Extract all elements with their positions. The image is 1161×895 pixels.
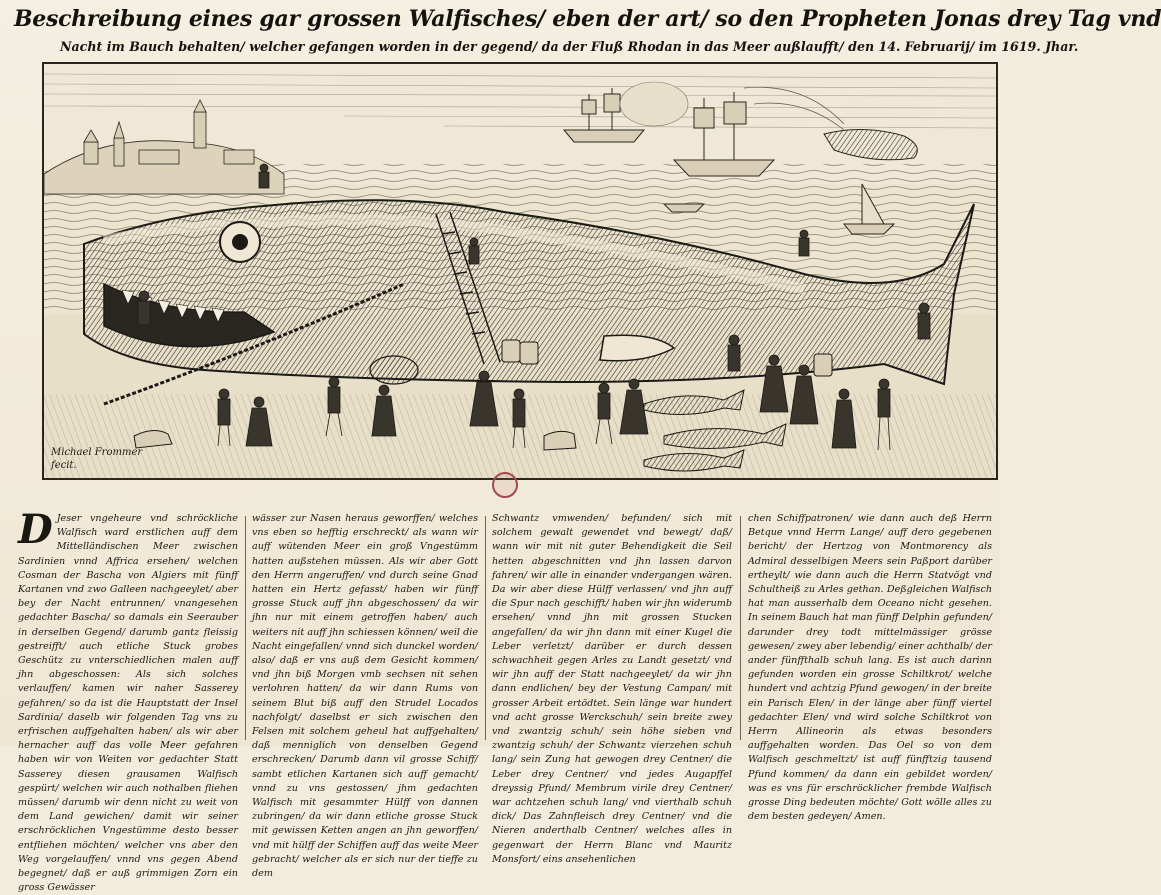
- signature-name: Michael Frommer: [51, 447, 143, 458]
- description-text: [18, 506, 992, 894]
- text-column-2: wässer zur Nasen heraus geworffen/ welches vns eben so hefftig erschreckt/ als wann wir auff wütenden Meer ein groß Vngestümm hatten außstehen müssen. Als wir aber Gott den Herrn angeruffen/ vnd durch seine Gnad hatten ein Hertz gefasst/ haben wir fünff grosse Stuck auff jhn abgeschossen/ da wir jhn nur mit einem getroffen haben/ auch weiters nit auff jhn schiessen können/ weil die Nacht eingefallen/ vnnd sich dunckel worden/ also/ daß er vns auß dem Gesicht kommen/ vnd jhn biß Morgen vmb sechsen nit sehen verlohren hatten/ da wir dann Rums von seinem Blut biß auff den Strudel Locados nachfolgt/ daselbst er sich zwischen den Felsen mit solchem geheul hat auffgehalten/ daß menniglich von denselben Gegend erschrecken/ Darumb dann vil grosse Schiff/ sambt etlichen Kartanen sich auff gemacht/ vnnd zu vns gestossen/ jhm gedachten Walfisch mit gesammter Hülff von dannen zubringen/ da wir dann etliche grosse Stuck mit gewissen Ketten angen an jhn geworffen/ vnd mit hülff der Schiffen auff das weite Meer gebracht/ welcher als er sich nur der tieffe zu dem: [252, 513, 478, 880]
- engraving-plate: [42, 62, 998, 480]
- text-column-4: chen Schiffpatronen/ wie dann auch deß Herrn Betque vnnd Herrn Lange/ auff dero gegebenen bericht/ der Hertzog von Montmorency als Admiral desselbigen Meers sein Paßport darüber ertheylt/ wie dann auch die Herrn Statvögt vnd Schultheiß zu Arles gethan. Deßgleichen Walfisch hat man ausserhalb dem Oceano nicht gesehen. In seinem Bauch hat man fünff Delphin gefunden/ darunder drey todt mittelmässiger grösse gewesen/ zwey aber lebendig/ einer achthalb/ der ander fünffthalb schuh lang. Es ist auch darinn gefunden worden ein grosse Schiltkrot/ welche hundert vnd achtzig Pfund gewogen/ in der breite ein Parisch Elen/ in der länge aber fünff viertel gedachter Elen/ vnd wird solche Schiltkrot von Herrn Allineorin als etwas besonders auffgehalten worden. Das Oel so von dem Walfisch geschmeltzt/ ist auff fünfftzig tausend Pfund kommen/ da dann ein gebildet worden/ was es vns für erschröcklicher frembde Walfisch grosse Ding bedeuten möchte/ Gott wölle alles zu dem besten gedeyen/ Amen.: [748, 513, 992, 823]
- library-stamp: [492, 472, 518, 498]
- signature-fecit: fecit.: [51, 460, 77, 471]
- drop-cap-initial: D: [18, 506, 53, 553]
- title-line-1: Beschreibung eines gar grossen Walfisches/ eben der art/ so den Propheten Jonas drey Tag vnd: [14, 6, 1161, 32]
- turtle: [370, 356, 418, 384]
- whale-engraving: [44, 64, 996, 478]
- column-divider: [740, 516, 741, 740]
- column-divider: [245, 516, 246, 740]
- title-line-2: Nacht im Bauch behalten/ welcher gefangen worden in der gegend/ da der Fluß Rhodan in das Meer außlaufft/ den 14. Februarij/ im 1619. Jhar.: [60, 39, 1079, 54]
- text-column-1: [18, 506, 238, 894]
- column-divider: [485, 516, 486, 740]
- text-column-1-body: Jeser vngeheure vnd schröckliche Walfisch ward erstlichen auff dem Mittelländischen Meer zwischen Sardinien vnnd Affrica ersehen/ welchen Cosman der Bascha von Algiers mit fünff Kartanen vnd zwo Galleen nachgeeylet/ aber bey der Nacht entrunnen/ vnangesehen gedachter Bascha/ so damals ein Seerauber in derselben Gegend/ darumb gantz fleissig gestreifft/ auch etliche Stuck grobes Geschütz zu vnterschiedlichen malen auff jhn abgeschossen: Als sich solches verlauffen/ kamen wir naher Sasserey gefahren/ so da ist die Hauptstatt der Insel Sardinia/ daselb wir folgenden Tag vns zu erfrischen auffgehalten haben/ als wir aber hernacher auff das volle Meer gefahren haben wir von Weiten vor gedachter Statt Sasserey diesen grausamen Walfisch gespürt/ welchen wir auch nothalben fliehen müssen/ darumb wir denn nicht zu weit von dem Land gewichen/ damit wir seiner erschröcklichen Vngestümme desto besser entfliehen möchten/ welcher vns aber den Weg vorgelauffen/ vnnd vns gegen Abend begegnet/ daß er auß grimmigen Zorn ein gross Gewässer: [18, 513, 238, 894]
- text-column-3: Schwantz vmwenden/ befunden/ sich mit solchem gewalt gewendet vnd bewegt/ daß/ wann wir mit nit guter Behendigkeit die Seil hetten abgeschnitten vnd jhn lassen darvon fahren/ wir alle in einander vndergangen wären. Da wir aber diese Hülff verlassen/ vnd jhn auff die Spur nach geschifft/ haben wir jhn widerumb ersehen/ vnnd jhn mit grossen Stucken angefallen/ da wir jhn dann mit einer Kugel die Leber verletzt/ darüber er durch dessen schwachheit gegen Arles zu Landt gesetzt/ vnd wir jhn auff der Statt nachgeeylet/ da wir jhn dann endlichen/ bey der Vestung Campan/ mit grosser Arbeit ertödtet. Sein länge war hundert vnd acht grosse Werckschuh/ sein breite zwey vnd zwantzig schuh/ sein höhe sieben vnd zwantzig schuh/ der Schwantz vierzehen schuh lang/ sein Zung hat gewogen drey Centner/ die Leber drey Centner/ vnd jedes Augapffel dreyssig Pfund/ Membrum virile drey Centner/ war achtzehen schuh lang/ vnd vierthalb schuh dick/ Das Zahnfleisch drey Centner/ vnd die Nieren anderthalb Centner/ welches alles in gegenwart der Herrn Blanc vnd Mauritz Monsfort/ eins ansehenlichen: [492, 513, 732, 865]
- engraver-signature: [51, 446, 171, 480]
